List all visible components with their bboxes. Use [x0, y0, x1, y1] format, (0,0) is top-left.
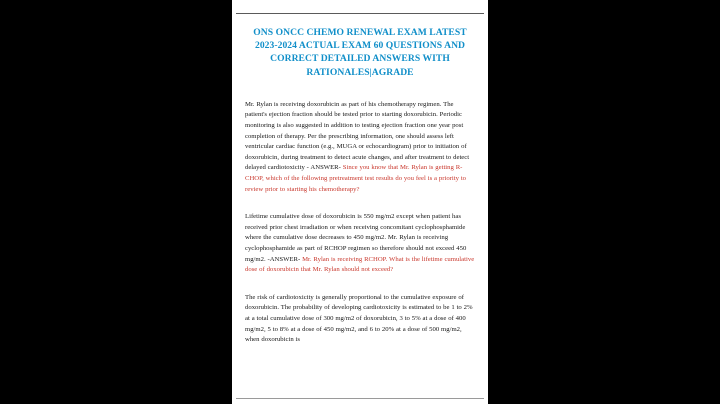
- paragraph-2-question: Mr. Rylan is receiving RCHOP. What is the lifetime cumulative dose of doxorubicin that Mr. Rylan should not exceed?: [245, 255, 477, 274]
- page-title: ONS ONCC CHEMO RENEWAL EXAM LATEST 2023-2024 ACTUAL EXAM 60 QUESTIONS AND CORRECT DETAILED ANSWERS WITH RATIONALES|AGRADE: [253, 27, 467, 78]
- title-spacer: [245, 79, 475, 100]
- paragraph-3-rationale: The risk of cardiotoxicity is generally proportional to the cumulative exposure of doxorubicin. The probability of developing cardiotoxicity is estimated to be 1 to 2% at a total cumulative dose of 300 mg/m2 of doxorubicin, 3 to 5% at a dose of 400 mg/m2, 5 to 8% at a dose of 450 mg/m2, and 6 to 20% at a dose of 500 mg/m2, when doxorubicin is: [245, 293, 475, 344]
- paragraph-3: [245, 293, 475, 346]
- paragraph-1: [245, 100, 475, 195]
- paragraph-2: [245, 212, 475, 276]
- page-content: [232, 13, 488, 346]
- paragraph-gap-1: [245, 195, 475, 212]
- paragraph-gap-2: [245, 276, 475, 293]
- paragraph-2-rationale: Lifetime cumulative dose of doxorubicin is 550 mg/m2 except when patient has received prior chest irradiation or when receiving concomitant cyclophosphamide where the cumulative dose decreases to 450 mg/m2. Mr. Rylan is receiving cyclophosphamide as part of RCHOP regimen so therefore should not exceed 450 mg/m2. -ANSWER-: [245, 213, 469, 263]
- page-bottom-rule: [236, 398, 484, 399]
- paragraph-1-rationale: Mr. Rylan is receiving doxorubicin as part of his chemotherapy regimen. The patient's ejection fraction should be tested prior to starting doxorubicin. Periodic monitoring is also suggested in addition to testing ejection fraction one year post completion of therapy. Per the prescribing information, one should assess left ventricular cardiac function (e.g., MUGA or echocardiogram) prior to initiation of doxorubicin, during treatment to detect acute changes, and after treatment to detect delayed cardiotoxicity - ANSWER-: [245, 100, 471, 172]
- paragraph-1-question: Since you know that Mr. Rylan is getting R-CHOP, which of the following pretreatment test results do you feel is a priority to review prior to starting his chemotherapy?: [245, 164, 468, 193]
- document-page: [232, 0, 488, 404]
